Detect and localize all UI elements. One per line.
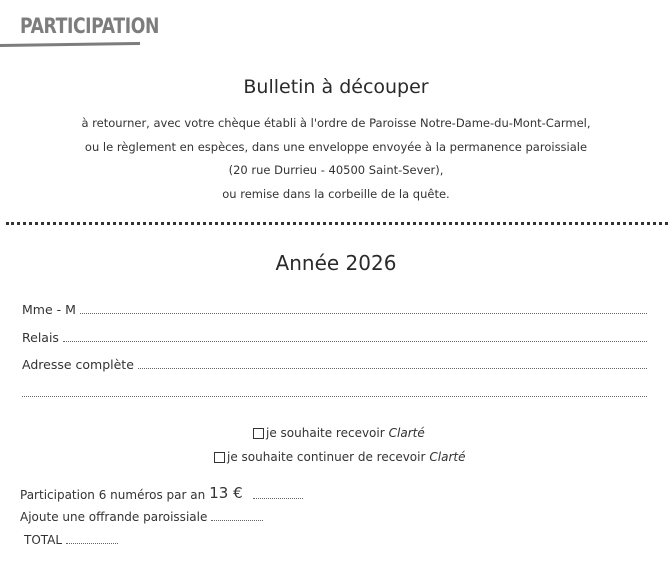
coupon-instructions: [0, 112, 672, 206]
instruction-line: ou remise dans la corbeille de la quête.: [222, 186, 450, 201]
relais-input-line[interactable]: [63, 341, 647, 342]
participation-input-line[interactable]: [253, 498, 303, 499]
name-label: Mme - M: [22, 302, 76, 317]
total-line: [24, 533, 118, 547]
offering-line: [20, 510, 263, 524]
offering-input-line[interactable]: [211, 520, 263, 521]
name-field[interactable]: [22, 302, 647, 317]
offering-label: Ajoute une offrande paroissiale: [20, 510, 208, 524]
relais-field[interactable]: [22, 330, 647, 345]
section-underline: [0, 42, 140, 47]
name-input-line[interactable]: [80, 313, 647, 314]
choice-continue[interactable]: [214, 450, 466, 464]
address-input-line-2[interactable]: [22, 396, 647, 397]
choice-continue-label: je souhaite continuer de recevoir: [227, 450, 426, 464]
cut-line: [6, 222, 668, 225]
instruction-line: à retourner, avec votre chèque établi à l'ordre de Paroisse Notre-Dame-du-Mont-Carmel,: [81, 116, 591, 130]
address-field[interactable]: [22, 357, 647, 372]
participation-amount: 13 €: [209, 484, 243, 502]
choice-continue-title: Clarté: [429, 450, 466, 464]
participation-line: [20, 484, 303, 502]
address-label: Adresse complète: [22, 357, 134, 372]
choice-receive[interactable]: [253, 426, 425, 440]
participation-label: Participation 6 numéros par an: [20, 488, 206, 502]
checkbox-continue[interactable]: [214, 452, 225, 463]
total-label: TOTAL: [24, 533, 63, 547]
total-input-line[interactable]: [66, 543, 118, 544]
choice-receive-title: Clarté: [388, 426, 425, 440]
section-header: [0, 4, 159, 40]
choice-receive-label: je souhaite recevoir: [266, 426, 385, 440]
address-input-line[interactable]: [138, 368, 647, 369]
instruction-line: (20 rue Durrieu - 40500 Saint-Sever),: [228, 163, 444, 177]
coupon-title: Bulletin à découper: [243, 76, 429, 98]
checkbox-receive[interactable]: [253, 428, 264, 439]
year-heading: Année 2026: [275, 251, 397, 275]
instruction-line: ou le règlement en espèces, dans une enveloppe envoyée à la permanence paroissiale: [84, 139, 588, 154]
section-title: PARTICIPATION: [20, 14, 159, 38]
relais-label: Relais: [22, 330, 59, 345]
